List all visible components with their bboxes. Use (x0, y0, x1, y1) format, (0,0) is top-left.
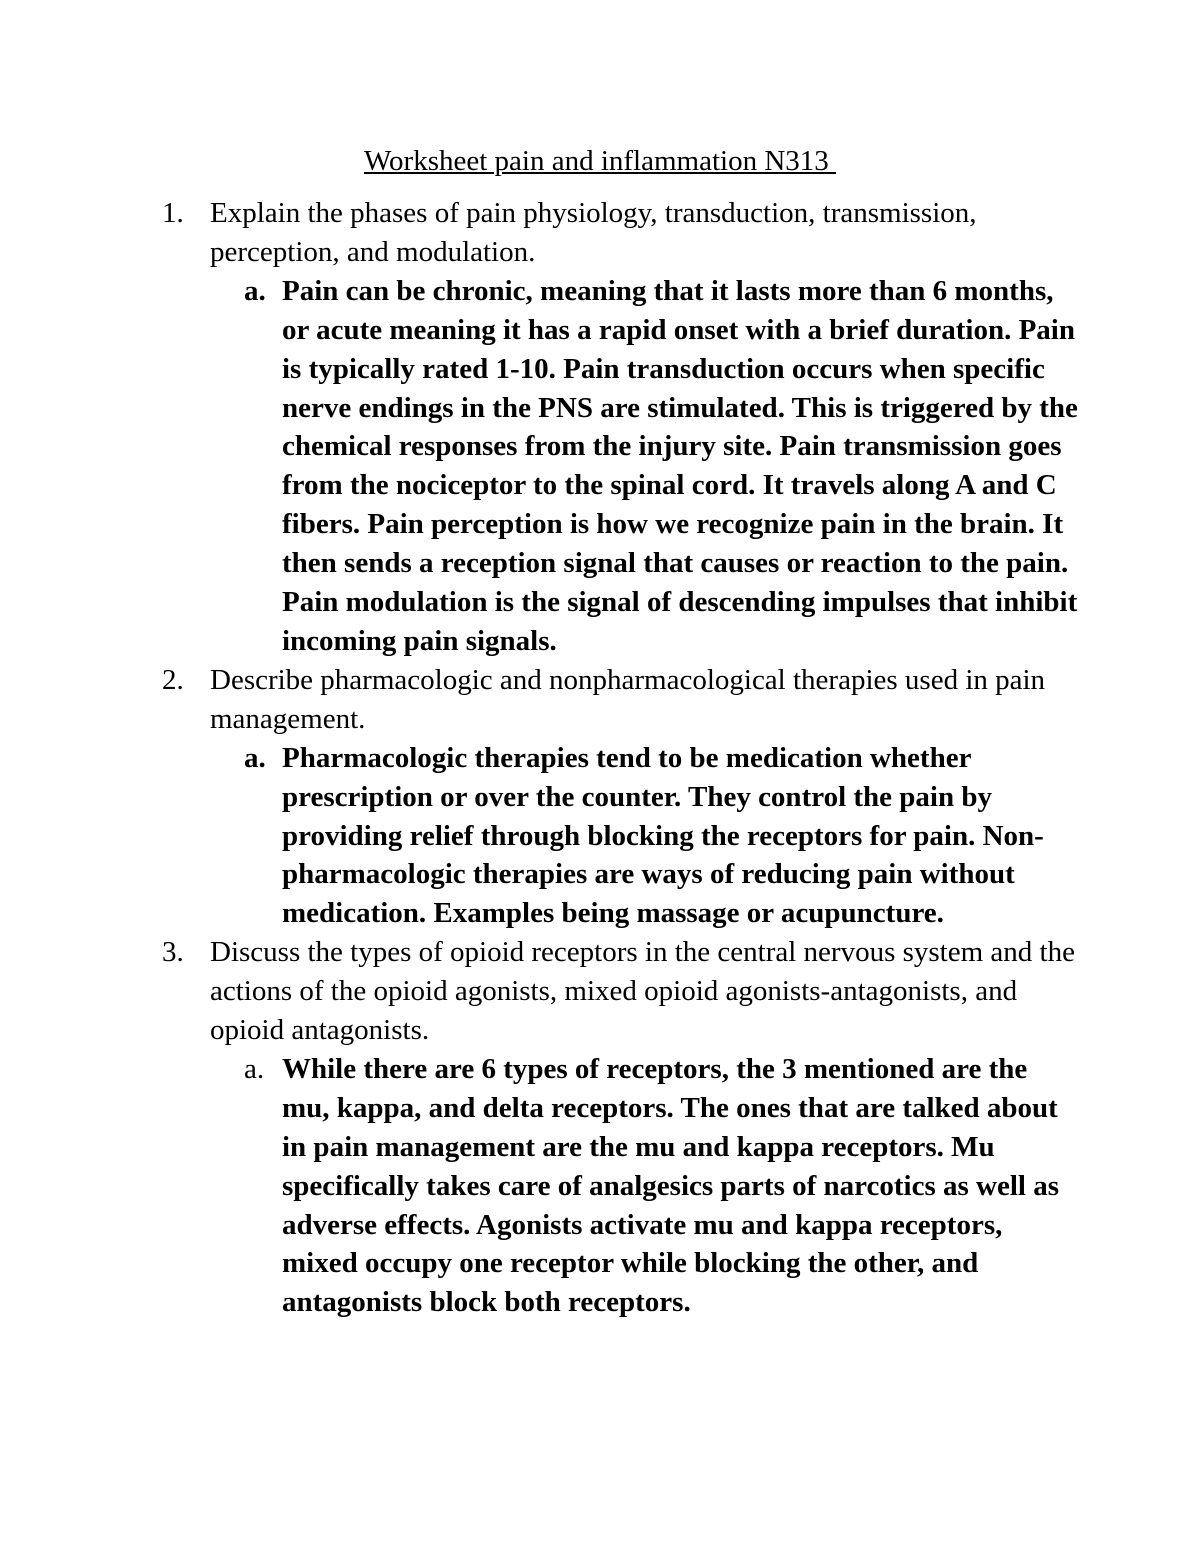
question-1 (162, 194, 1090, 272)
question-text: Describe pharmacologic and nonpharmacological therapies used in pain management. (210, 663, 1046, 735)
answer-label: a. (244, 274, 266, 307)
question-list (0, 194, 1200, 1322)
answer-label: a. (244, 1052, 265, 1085)
document-title: Worksheet pain and inflammation N313 (363, 145, 837, 177)
answer-3 (244, 1050, 1082, 1322)
question-text: Discuss the types of opioid receptors in the central nervous system and the actions of the opioid agonists, mixed opioid agonists-antagonists, and opioid antagonists. (210, 936, 1075, 1047)
answer-label: a. (244, 741, 266, 774)
question-3 (162, 933, 1090, 1050)
answer-2 (244, 739, 1082, 934)
question-text: Explain the phases of pain physiology, transduction, transmission, perception, and modulation. (210, 197, 977, 268)
answer-text: Pharmacologic therapies tend to be medication whether prescription or over the counter. They control the pain by providing relief through blocking the receptors for pain. Non-pharmacologic therapies are ways of reducing pain without medication. Examples being massage or acupuncture. (282, 741, 1044, 930)
question-2 (162, 661, 1090, 739)
answer-text: Pain can be chronic, meaning that it lasts more than 6 months, or acute meaning it has a rapid onset with a brief duration. Pain is typically rated 1-10. Pain transduction occurs when specific nerve endings in the PNS are stimulated. This is triggered by the chemical responses from the injury site. Pain transmission goes from the nociceptor to the spinal cord. It travels along A and C fibers. Pain perception is how we recognize pain in the brain. It then sends a reception signal that causes or reaction to the pain. Pain modulation is the signal of descending impulses that inhibit incoming pain signals. (282, 274, 1078, 657)
answer-text: While there are 6 types of receptors, the 3 mentioned are the mu, kappa, and delta receptors. The ones that are talked about in pain management are the mu and kappa receptors. Mu specifically takes care of analgesics parts of narcotics as well as adverse effects. Agonists activate mu and kappa receptors, mixed occupy one receptor while blocking the other, and antagonists block both receptors. (282, 1052, 1059, 1319)
question-number: 3. (162, 936, 184, 969)
question-number: 1. (162, 197, 184, 229)
answer-1 (244, 272, 1082, 661)
question-number: 2. (162, 663, 184, 696)
